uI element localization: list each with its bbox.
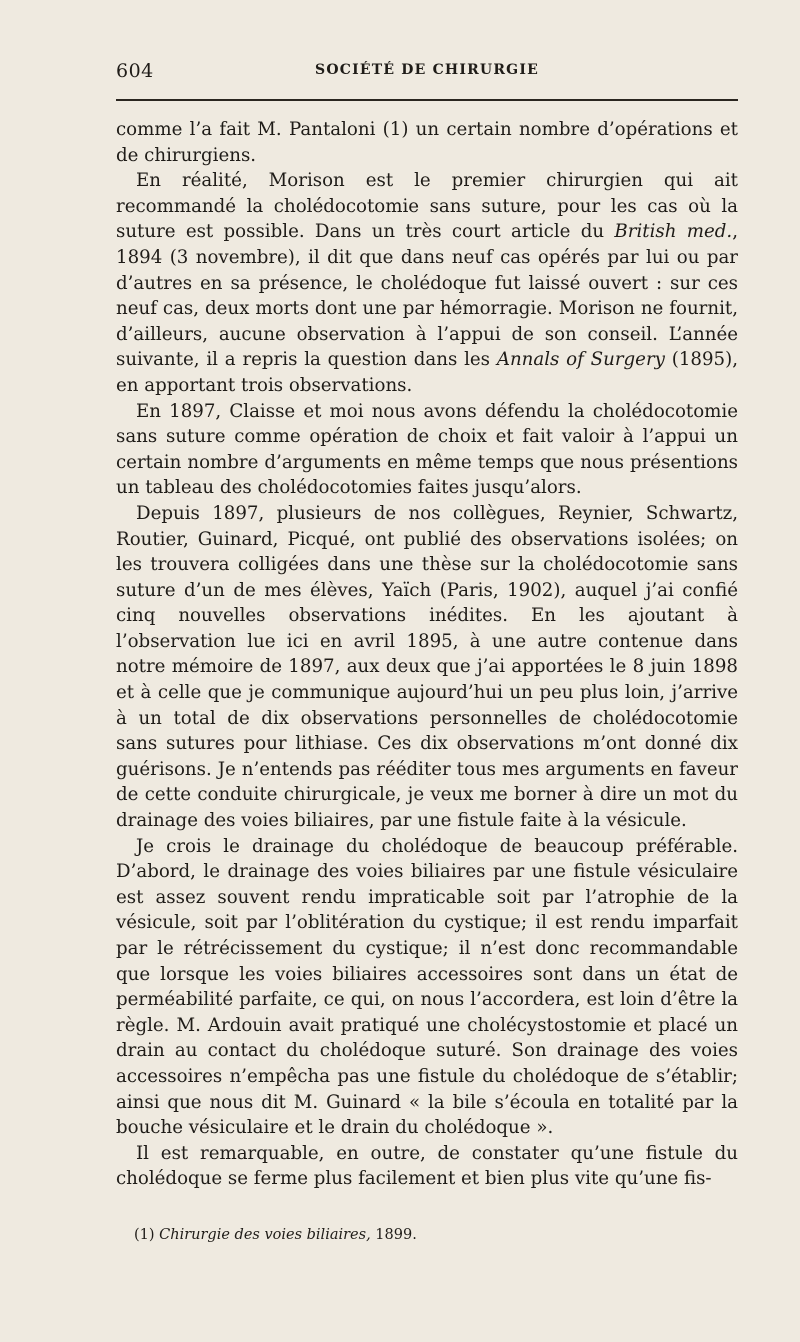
paragraph — [116, 501, 738, 834]
footnote-year: 1899. — [375, 1227, 417, 1243]
paragraph — [116, 834, 738, 1141]
footnote-title: Chirurgie des voies biliaires, — [159, 1227, 371, 1243]
running-title: SOCIÉTÉ DE CHIRURGIE — [315, 62, 539, 78]
paragraph-text: (1895), en apportant trois observations. — [116, 349, 738, 396]
italic-text: British med. — [614, 221, 733, 243]
page-header — [116, 60, 738, 86]
paragraph — [116, 1141, 738, 1192]
header-rule — [116, 99, 738, 101]
paragraph-text: , 1894 (3 novembre), il dit que dans neuf cas opérés par lui ou par d’autres en sa présence, le cholédoque fut laissé ouvert : sur ces neuf cas, deux morts dont une par hémorragie. Morison ne fournit, d’ailleurs, aucune observation à l’appui de son conseil. L’année suivante, il a repris la question dans les — [116, 221, 738, 371]
paragraph-text: Depuis 1897, plusieurs de nos collègues, Reynier, Schwartz, Routier, Guinard, Picqué, ont publié des observations isolées; on les trouvera colligées dans une thèse sur la cholédocotomie sans suture d’un de mes élèves, Yaïch (Paris, 1902), auquel j’ai confié cinq nouvelles observations inédites. En les ajoutant à l’observation lue ici en avril 1895, à une autre contenue dans notre mémoire de 1897, aux deux que j’ai apportées le 8 juin 1898 et à celle que je communique aujourd’hui un peu plus loin, j’arrive à un total de dix observations personnelles de cholédocotomie sans sutures pour lithiase. Ces dix observations m’ont donné dix guérisons. Je n’entends pas rééditer tous mes arguments en faveur de cette conduite chirurgicale, je veux me borner à dire un mot du drainage des voies biliaires, par une fistule faite à la vésicule. — [116, 502, 738, 832]
paragraph-text: En 1897, Claisse et moi nous avons défendu la cholédocotomie sans suture comme opération de choix et fait valoir à l’appui un certain nombre d’arguments en même temps que nous présentions un tableau des cholédocotomies faites jusqu’alors. — [116, 400, 738, 499]
body-text — [116, 117, 738, 1192]
paragraph-text: En réalité, Morison est le premier chirurgien qui ait recommandé la cholédocotomie sans suture, pour les cas où la suture est possible. Dans un très court article du — [116, 170, 738, 243]
italic-text: Annals of Surgery — [496, 349, 665, 371]
paragraph-text: comme l’a fait M. Pantaloni (1) un certain nombre d’opérations et de chirurgiens. — [116, 119, 738, 166]
paragraph — [116, 117, 738, 168]
paragraph — [116, 168, 738, 398]
paragraph-text: Il est remarquable, en outre, de constater qu’une fistule du cholédoque se ferme plus facilement et bien plus vite qu’une fis- — [116, 1142, 738, 1190]
page-number: 604 — [116, 60, 154, 82]
footnote-marker: (1) — [134, 1227, 155, 1243]
footnote — [116, 1225, 756, 1245]
paragraph — [116, 399, 738, 501]
paragraph-text: Je crois le drainage du cholédoque de beaucoup préférable. D’abord, le drainage des voies biliaires par une fistule vésiculaire est assez souvent rendu impraticable soit par l’atrophie de la vésicule, soit par l’oblitération du cystique; il est rendu imparfait par le rétrécissement du cystique; il n’est donc recommandable que lorsque les voies biliaires accessoires sont dans un état de perméabilité parfaite, ce qui, on nous l’accordera, est loin d’être la règle. M. Ardouin avait pratiqué une cholécystostomie et placé un drain au contact du cholédoque suturé. Son drainage des voies accessoires n’empêcha pas une fistule du cholédoque de s’établir; ainsi que nous dit M. Guinard « la bile s’écoula en totalité par la bouche vésiculaire et le drain du cholédoque ». — [116, 835, 738, 1139]
